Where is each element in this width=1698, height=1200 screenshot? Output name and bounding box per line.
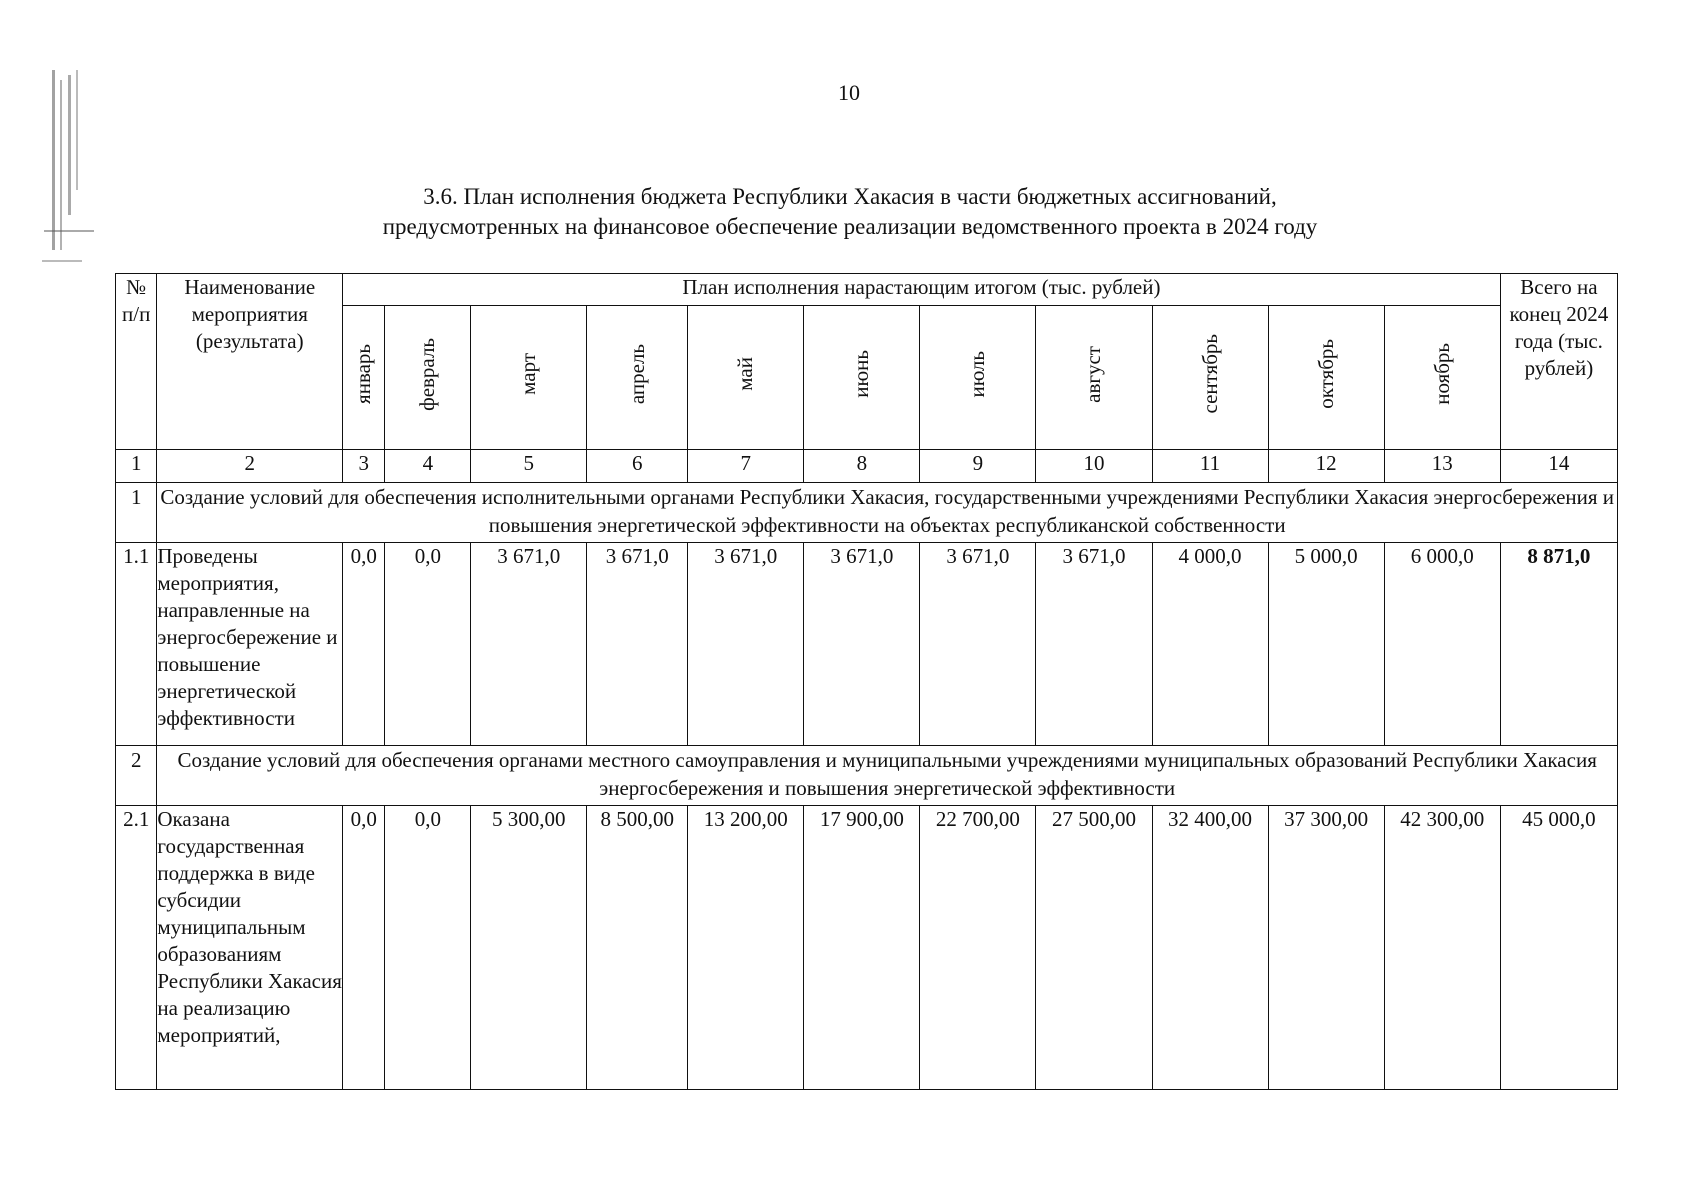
section-title: Создание условий для обеспечения исполнительными органами Республики Хакасия, государственными учреждениями Республики Хакасия энергосбережения и повышения энергетической эффективности на объектах республиканской собственности — [157, 483, 1618, 543]
month-header: апрель — [587, 306, 688, 450]
row-value: 27 500,00 — [1036, 806, 1152, 1090]
col-number: 2 — [157, 450, 343, 483]
row-value: 0,0 — [343, 806, 385, 1090]
row-name: Оказана государственная поддержка в виде субсидии муниципальным образованиям Республики Хакасия на реализацию мероприятий, — [157, 806, 343, 1090]
col-number: 13 — [1384, 450, 1500, 483]
col-number: 11 — [1152, 450, 1268, 483]
row-value: 5 300,00 — [471, 806, 587, 1090]
row-value: 3 671,0 — [688, 543, 804, 746]
month-header: февраль — [385, 306, 471, 450]
title-line-1: 3.6. План исполнения бюджета Республики Хакасия в части бюджетных ассигнований, — [423, 184, 1277, 209]
row-value: 0,0 — [385, 543, 471, 746]
header-name: Наименование мероприятия (результата) — [157, 274, 343, 450]
table-title — [250, 182, 1450, 242]
title-line-2: предусмотренных на финансовое обеспечение реализации ведомственного проекта в 2024 году — [382, 214, 1318, 239]
section-row — [116, 746, 1618, 806]
month-header: март — [471, 306, 587, 450]
header-plan: План исполнения нарастающим итогом (тыс. рублей) — [343, 274, 1501, 306]
row-value: 17 900,00 — [804, 806, 920, 1090]
col-number: 10 — [1036, 450, 1152, 483]
row-value: 22 700,00 — [920, 806, 1036, 1090]
month-header: май — [688, 306, 804, 450]
row-value: 4 000,0 — [1152, 543, 1268, 746]
header-num: № п/п — [116, 274, 157, 450]
row-value: 8 500,00 — [587, 806, 688, 1090]
table-row — [116, 543, 1618, 746]
header-total: Всего на конец 2024 года (тыс. рублей) — [1500, 274, 1617, 450]
col-number: 5 — [471, 450, 587, 483]
row-total: 45 000,0 — [1500, 806, 1617, 1090]
column-numbers-row — [116, 450, 1618, 483]
col-number: 7 — [688, 450, 804, 483]
row-value: 3 671,0 — [587, 543, 688, 746]
section-title: Создание условий для обеспечения органами местного самоуправления и муниципальными учреждениями муниципальных образований Республики Хакасия энергосбережения и повышения энергетической эффективности — [157, 746, 1618, 806]
row-value: 42 300,00 — [1384, 806, 1500, 1090]
row-value: 3 671,0 — [471, 543, 587, 746]
page-number: 10 — [838, 80, 860, 105]
col-number: 4 — [385, 450, 471, 483]
table-row — [116, 806, 1618, 1090]
month-header: январь — [343, 306, 385, 450]
row-value: 13 200,00 — [688, 806, 804, 1090]
row-value: 3 671,0 — [920, 543, 1036, 746]
row-value: 0,0 — [385, 806, 471, 1090]
header-row — [116, 274, 1618, 306]
row-num: 1.1 — [116, 543, 157, 746]
section-row — [116, 483, 1618, 543]
row-value: 32 400,00 — [1152, 806, 1268, 1090]
month-header: август — [1036, 306, 1152, 450]
month-header: сентябрь — [1152, 306, 1268, 450]
row-value: 3 671,0 — [1036, 543, 1152, 746]
row-value: 5 000,0 — [1268, 543, 1384, 746]
month-header: ноябрь — [1384, 306, 1500, 450]
row-name: Проведены мероприятия, направленные на энергосбережение и повышение энергетической эффективности — [157, 543, 343, 746]
col-number: 3 — [343, 450, 385, 483]
row-value: 3 671,0 — [804, 543, 920, 746]
col-number: 1 — [116, 450, 157, 483]
budget-plan-table — [115, 273, 1618, 1090]
section-num: 2 — [116, 746, 157, 806]
row-num: 2.1 — [116, 806, 157, 1090]
row-value: 0,0 — [343, 543, 385, 746]
section-num: 1 — [116, 483, 157, 543]
col-number: 9 — [920, 450, 1036, 483]
col-number: 12 — [1268, 450, 1384, 483]
row-value: 37 300,00 — [1268, 806, 1384, 1090]
col-number: 6 — [587, 450, 688, 483]
month-header: июль — [920, 306, 1036, 450]
row-total: 8 871,0 — [1500, 543, 1617, 746]
col-number: 8 — [804, 450, 920, 483]
month-header: июнь — [804, 306, 920, 450]
col-number: 14 — [1500, 450, 1617, 483]
row-value: 6 000,0 — [1384, 543, 1500, 746]
month-header: октябрь — [1268, 306, 1384, 450]
